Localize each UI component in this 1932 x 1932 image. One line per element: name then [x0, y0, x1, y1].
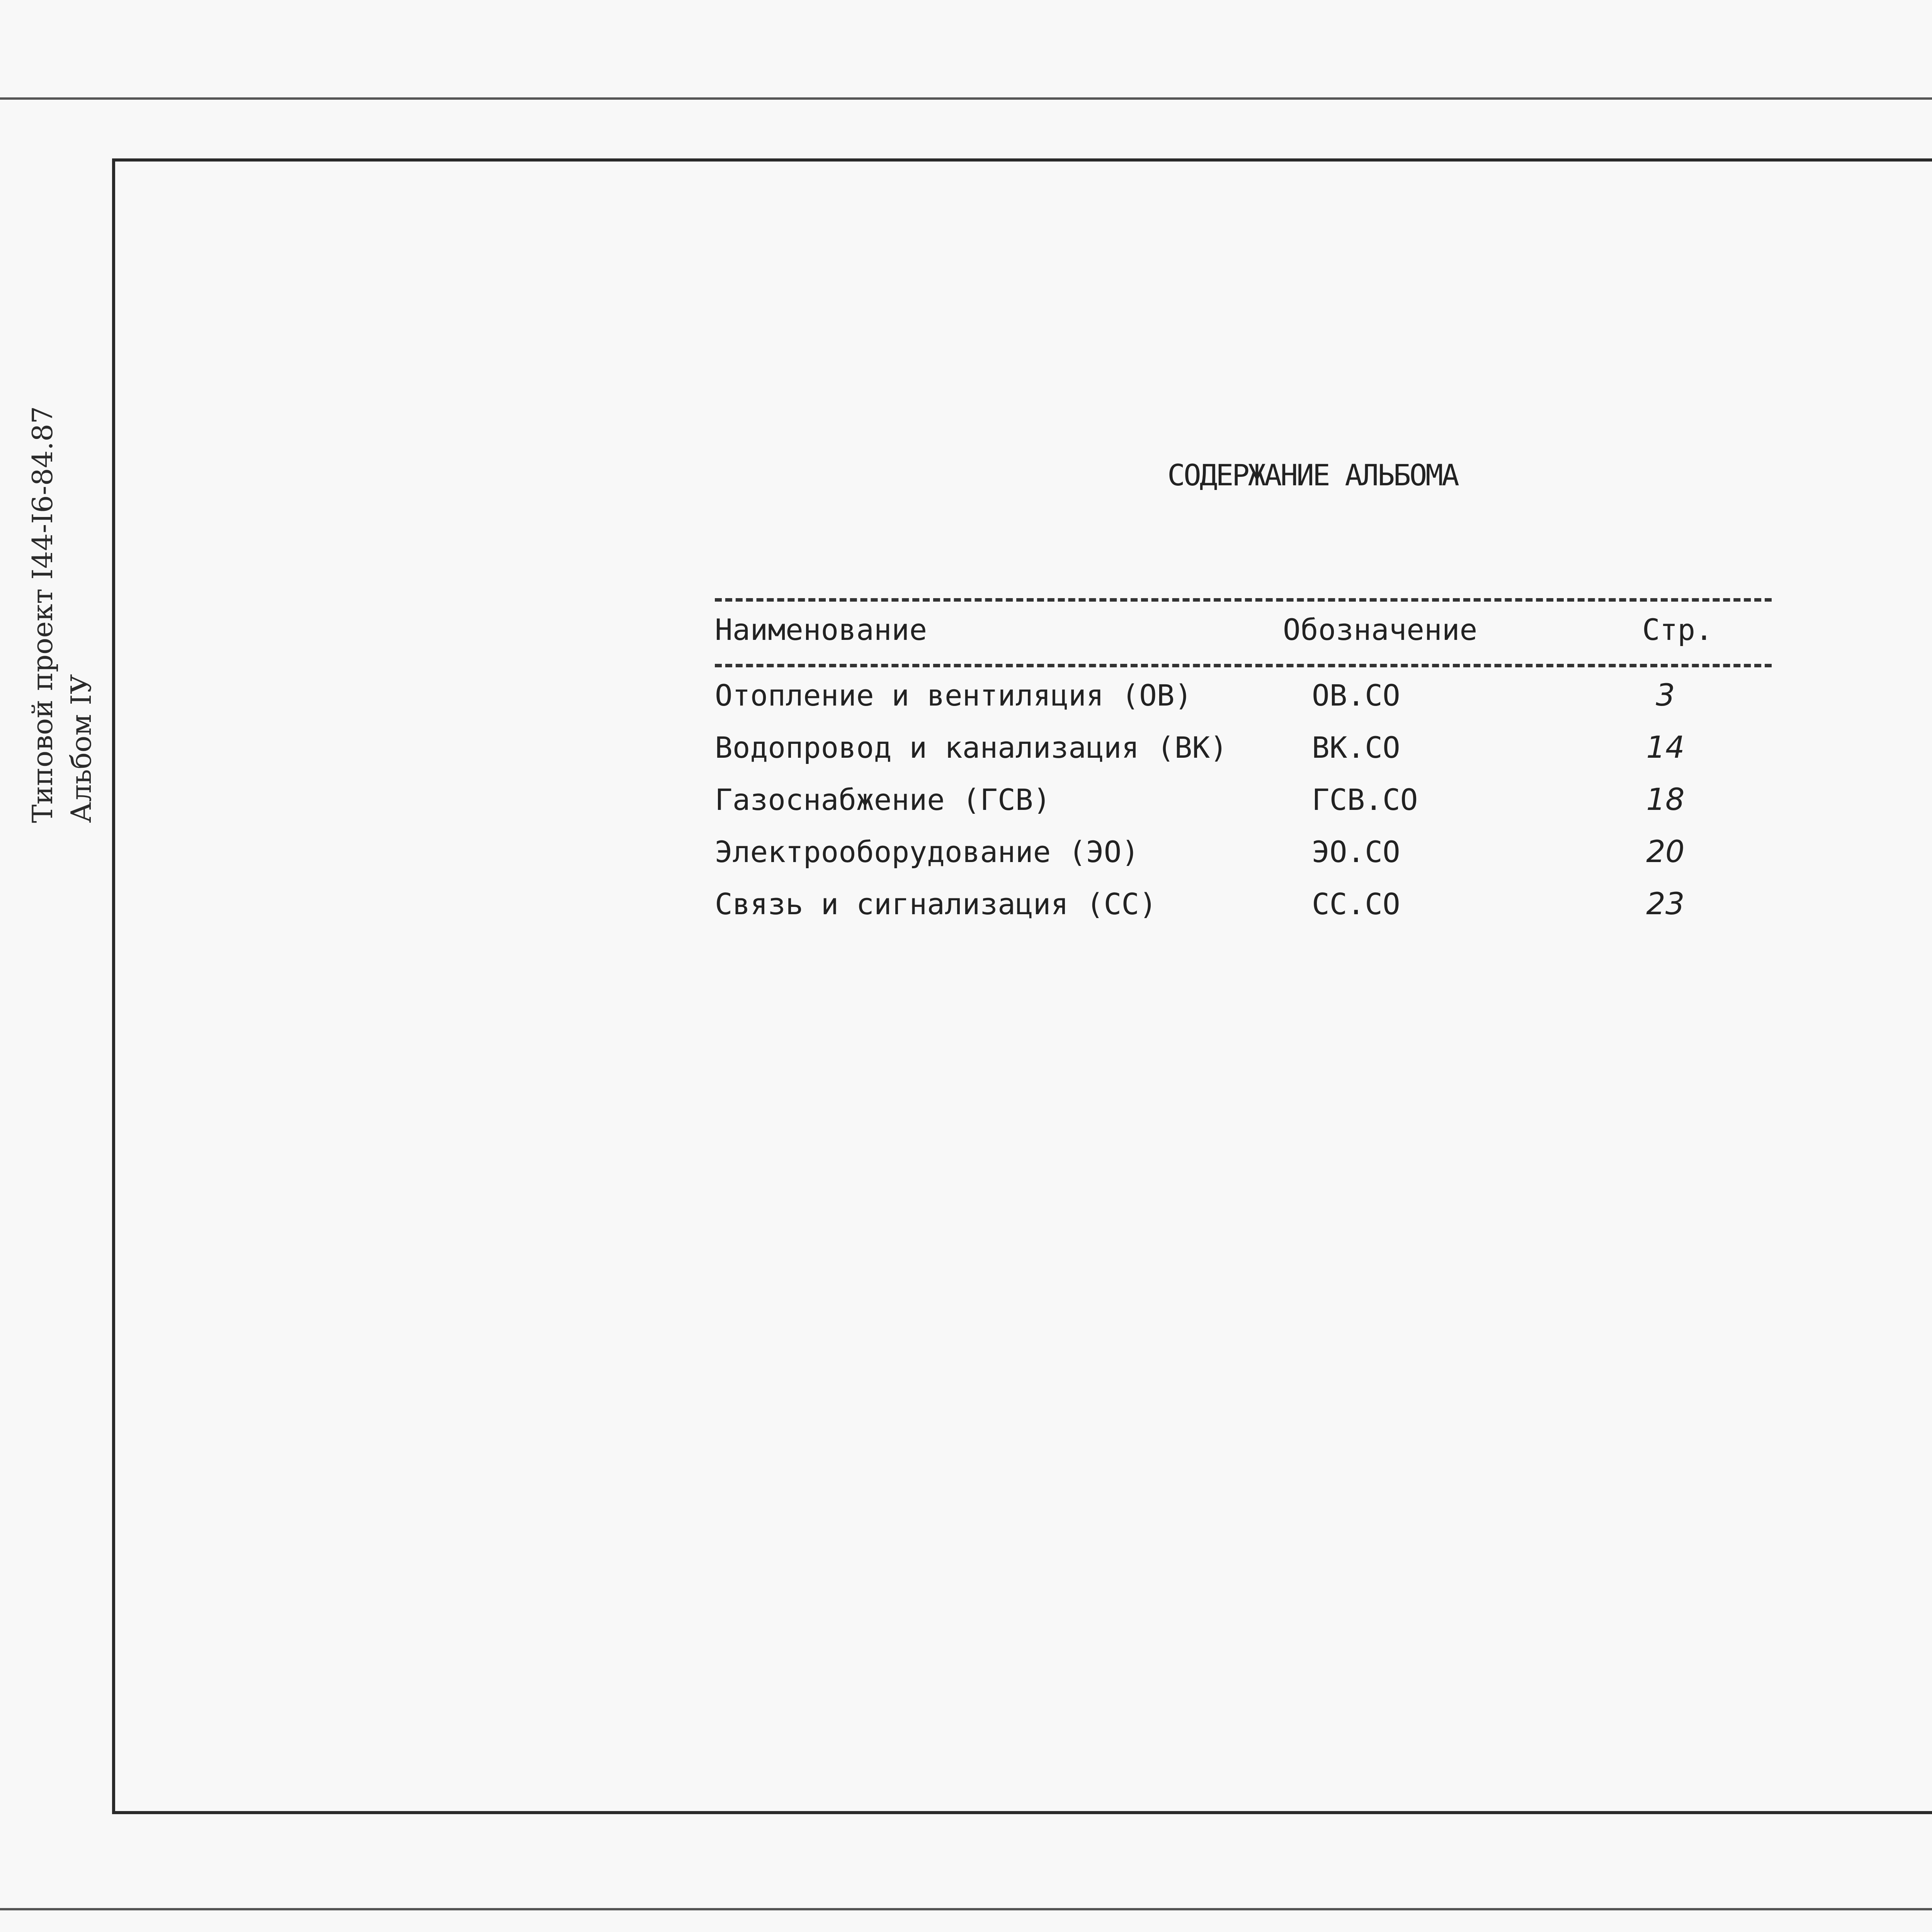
row-name: Водопровод и канализация (ВК)	[715, 730, 1228, 765]
side-stamp-album: Альбом IУ	[65, 674, 97, 823]
table-header-rule	[715, 664, 1772, 667]
row-name: Связь и сигнализация (СС)	[715, 887, 1157, 921]
table-row	[715, 835, 1772, 877]
row-page: 18	[1646, 782, 1685, 817]
row-code: ГСВ.СО	[1312, 782, 1418, 817]
row-code: ОВ.СО	[1312, 678, 1400, 713]
table-row	[715, 678, 1772, 721]
row-page: 20	[1646, 835, 1685, 869]
table-row	[715, 782, 1772, 825]
row-name: Отопление и вентиляция (ОВ)	[715, 678, 1192, 713]
row-name: Газоснабжение (ГСВ)	[715, 782, 1051, 817]
page-title: СОДЕРЖАНИЕ АЛЬБОМА	[1167, 458, 1458, 492]
table-top-rule	[715, 598, 1772, 602]
row-page: 3	[1656, 678, 1675, 713]
header-page: Стр.	[1642, 612, 1713, 647]
drawing-frame	[112, 158, 1932, 1814]
table-header	[715, 612, 1772, 655]
row-code: ВК.СО	[1312, 730, 1400, 765]
sheet-top-border	[0, 97, 1932, 100]
row-page: 14	[1646, 730, 1685, 765]
row-name: Электрооборудование (ЭО)	[715, 835, 1139, 869]
header-code: Обозначение	[1283, 612, 1478, 647]
row-page: 23	[1646, 887, 1685, 922]
row-code: ЭО.СО	[1312, 835, 1400, 869]
table-row	[715, 730, 1772, 773]
table-row	[715, 887, 1772, 929]
row-code: СС.СО	[1312, 887, 1400, 921]
header-name: Наименование	[715, 612, 927, 647]
sheet-bottom-border	[0, 1908, 1932, 1910]
side-stamp-project: Типовой проект I44-I6-84.87	[26, 406, 59, 823]
